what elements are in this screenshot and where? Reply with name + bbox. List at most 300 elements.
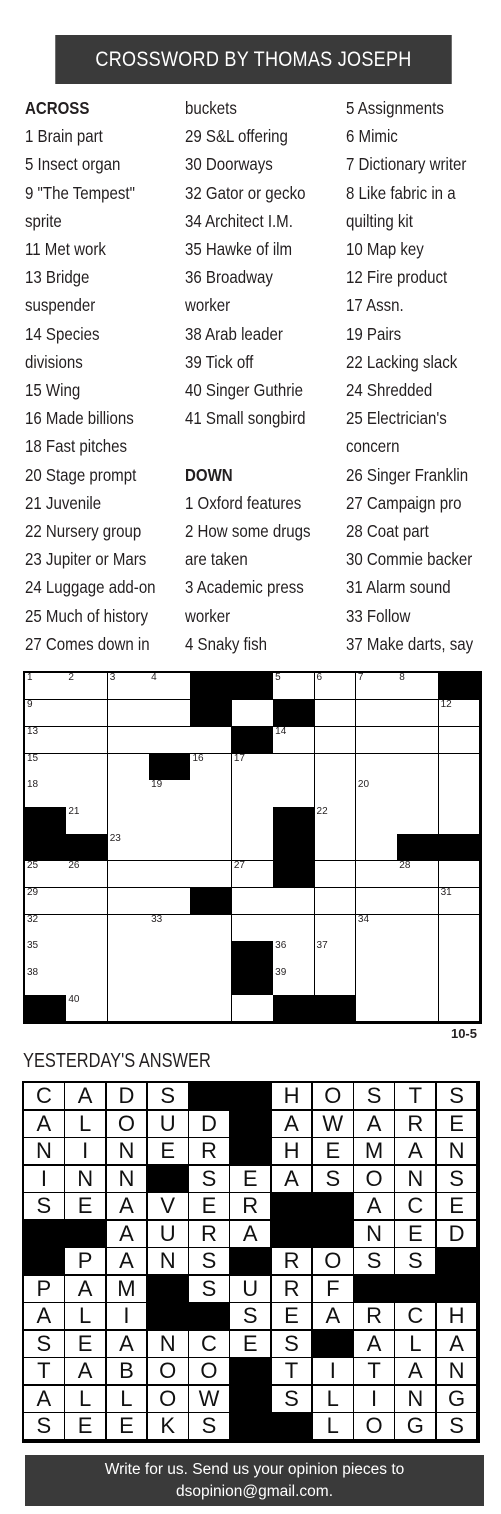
clue-line: 25 Electrician's bbox=[346, 408, 447, 429]
answer-letter: O bbox=[313, 1248, 355, 1276]
answer-black-square bbox=[272, 1193, 314, 1221]
answer-letter: S bbox=[230, 1303, 272, 1331]
answer-letter: F bbox=[313, 1276, 355, 1304]
footer-banner bbox=[25, 1455, 484, 1506]
clue-line bbox=[185, 432, 310, 460]
clue-number: 15 bbox=[27, 752, 39, 764]
clue-number: 1 bbox=[27, 672, 33, 683]
grid-cell[interactable] bbox=[439, 807, 481, 834]
date-code: 10-5 bbox=[450, 1026, 477, 1041]
grid-cell[interactable] bbox=[108, 700, 150, 727]
answer-letter: I bbox=[65, 1138, 107, 1166]
answer-letter: A bbox=[24, 1303, 66, 1331]
clue-number: 25 bbox=[27, 859, 39, 871]
grid-cell[interactable] bbox=[315, 834, 357, 861]
answer-letter: E bbox=[65, 1193, 107, 1221]
grid-cell[interactable] bbox=[397, 861, 439, 888]
grid-cell[interactable] bbox=[25, 941, 67, 968]
black-square bbox=[66, 834, 108, 861]
answer-letter: C bbox=[395, 1303, 437, 1331]
grid-cell[interactable] bbox=[66, 915, 108, 942]
grid-cell[interactable] bbox=[25, 968, 67, 995]
grid-cell[interactable] bbox=[232, 700, 274, 727]
answer-letter: L bbox=[65, 1303, 107, 1331]
clue-number: 33 bbox=[151, 913, 163, 925]
answer-letter: E bbox=[189, 1193, 231, 1221]
clue-line: 24 Luggage add-on bbox=[25, 577, 156, 598]
clue-line: 31 Alarm sound bbox=[346, 577, 451, 598]
clue-line: 30 Doorways bbox=[185, 154, 273, 175]
answer-black-square bbox=[437, 1276, 479, 1304]
grid-cell[interactable] bbox=[149, 727, 191, 754]
grid-cell[interactable] bbox=[356, 968, 398, 995]
clue-number: 17 bbox=[233, 752, 245, 764]
answer-letter: S bbox=[437, 1083, 479, 1111]
grid-cell[interactable] bbox=[356, 941, 398, 968]
grid-cell[interactable] bbox=[232, 807, 274, 834]
black-square bbox=[190, 888, 232, 915]
answer-letter: N bbox=[148, 1248, 190, 1276]
clue-number: 32 bbox=[27, 913, 39, 925]
clue-line: 13 Bridge bbox=[25, 267, 90, 288]
answer-title: YESTERDAY'S ANSWER bbox=[23, 1050, 211, 1072]
answer-letter: A bbox=[272, 1111, 314, 1139]
answer-letter: M bbox=[354, 1138, 396, 1166]
grid-cell[interactable] bbox=[66, 780, 108, 807]
grid-cell[interactable] bbox=[315, 807, 357, 834]
answer-letter: N bbox=[107, 1138, 149, 1166]
answer-letter: L bbox=[65, 1111, 107, 1139]
clue-line: 15 Wing bbox=[25, 380, 81, 401]
clue-line: 4 Snaky fish bbox=[185, 633, 267, 654]
clue-line: 32 Gator or gecko bbox=[185, 182, 306, 203]
clue-number: 18 bbox=[27, 779, 39, 791]
answer-letter: E bbox=[230, 1166, 272, 1194]
answer-letter: L bbox=[107, 1386, 149, 1414]
grid-cell[interactable] bbox=[108, 941, 150, 968]
grid-cell[interactable] bbox=[356, 995, 398, 1022]
grid-cell[interactable] bbox=[232, 834, 274, 861]
answer-letter: O bbox=[354, 1166, 396, 1194]
crossword-title: CROSSWORD BY THOMAS JOSEPH bbox=[95, 47, 412, 71]
answer-letter: N bbox=[395, 1166, 437, 1194]
clue-line: 11 Met work bbox=[25, 239, 106, 260]
grid-cell[interactable] bbox=[439, 861, 481, 888]
grid-cell[interactable] bbox=[397, 807, 439, 834]
grid-cell[interactable] bbox=[356, 888, 398, 915]
clue-line: 26 Singer Franklin bbox=[346, 464, 469, 485]
answer-letter: E bbox=[395, 1221, 437, 1249]
answer-black-square bbox=[313, 1193, 355, 1221]
across-heading: ACROSS bbox=[25, 98, 90, 118]
clue-number: 9 bbox=[27, 698, 33, 710]
clue-line: 8 Like fabric in a bbox=[346, 182, 456, 203]
answer-letter: A bbox=[395, 1358, 437, 1386]
grid-cell[interactable] bbox=[25, 861, 67, 888]
grid-cell[interactable] bbox=[108, 834, 150, 861]
black-square bbox=[273, 995, 315, 1022]
grid-cell[interactable] bbox=[108, 673, 150, 700]
crossword-grid bbox=[23, 671, 482, 1024]
grid-cell[interactable] bbox=[439, 727, 481, 754]
grid-cell[interactable] bbox=[190, 968, 232, 995]
grid-cell[interactable] bbox=[356, 727, 398, 754]
grid-cell[interactable] bbox=[149, 915, 191, 942]
grid-cell[interactable] bbox=[66, 700, 108, 727]
grid-cell[interactable] bbox=[273, 673, 315, 700]
clue-line: 5 Insect organ bbox=[25, 154, 121, 175]
answer-letter: S bbox=[354, 1248, 396, 1276]
answer-letter: L bbox=[65, 1386, 107, 1414]
grid-cell[interactable] bbox=[273, 780, 315, 807]
grid-cell[interactable] bbox=[439, 941, 481, 968]
grid-cell[interactable] bbox=[108, 727, 150, 754]
grid-cell[interactable] bbox=[273, 915, 315, 942]
clue-number: 26 bbox=[68, 859, 80, 871]
grid-cell[interactable] bbox=[397, 700, 439, 727]
grid-cell[interactable] bbox=[356, 700, 398, 727]
grid-cell[interactable] bbox=[149, 834, 191, 861]
clue-line: 9 "The Tempest" bbox=[25, 182, 135, 203]
answer-letter: S bbox=[189, 1413, 231, 1441]
grid-cell[interactable] bbox=[273, 941, 315, 968]
answer-letter: A bbox=[313, 1303, 355, 1331]
answer-letter: A bbox=[437, 1331, 479, 1359]
answer-letter: N bbox=[65, 1166, 107, 1194]
black-square bbox=[232, 673, 274, 700]
grid-cell[interactable] bbox=[190, 807, 232, 834]
grid-cell[interactable] bbox=[190, 941, 232, 968]
answer-letter: A bbox=[65, 1276, 107, 1304]
answer-letter: O bbox=[148, 1386, 190, 1414]
grid-cell[interactable] bbox=[439, 915, 481, 942]
answer-letter: D bbox=[189, 1111, 231, 1139]
answer-letter: S bbox=[24, 1413, 66, 1441]
clue-line: 5 Assignments bbox=[346, 98, 444, 118]
clue-line: 22 Nursery group bbox=[25, 521, 142, 542]
answer-black-square bbox=[230, 1386, 272, 1414]
answer-letter: I bbox=[354, 1386, 396, 1414]
grid-cell[interactable] bbox=[108, 915, 150, 942]
clue-line: 38 Arab leader bbox=[185, 323, 283, 344]
answer-black-square bbox=[189, 1083, 231, 1111]
crossword-grid-area bbox=[23, 671, 482, 1024]
clue-number: 3 bbox=[109, 672, 116, 683]
grid-cell[interactable] bbox=[315, 754, 357, 781]
answer-letter: H bbox=[437, 1303, 479, 1331]
answer-letter: A bbox=[272, 1166, 314, 1194]
grid-cell[interactable] bbox=[149, 861, 191, 888]
grid-cell[interactable] bbox=[108, 995, 150, 1022]
answer-letter: T bbox=[272, 1358, 314, 1386]
clue-number: 5 bbox=[275, 672, 281, 683]
black-square bbox=[190, 673, 232, 700]
answer-letter: S bbox=[313, 1166, 355, 1194]
grid-cell[interactable] bbox=[397, 968, 439, 995]
black-square bbox=[439, 673, 481, 700]
clue-line: 21 Juvenile bbox=[25, 492, 102, 513]
answer-black-square bbox=[24, 1221, 66, 1249]
clue-number: 16 bbox=[192, 752, 204, 764]
grid-cell[interactable] bbox=[315, 727, 357, 754]
grid-cell[interactable] bbox=[397, 995, 439, 1022]
clue-number: 4 bbox=[151, 672, 157, 683]
clue-line: 18 Fast pitches bbox=[25, 436, 128, 457]
grid-cell[interactable] bbox=[66, 673, 108, 700]
answer-letter: S bbox=[437, 1166, 479, 1194]
clue-number: 28 bbox=[399, 859, 411, 871]
answer-letter: A bbox=[395, 1138, 437, 1166]
black-square bbox=[232, 968, 274, 995]
grid-cell[interactable] bbox=[108, 780, 150, 807]
grid-cell[interactable] bbox=[25, 673, 67, 700]
black-square bbox=[149, 754, 191, 781]
clue-column-1 bbox=[25, 94, 177, 658]
clue-number: 37 bbox=[316, 940, 328, 952]
answer-letter: E bbox=[107, 1413, 149, 1441]
clue-number: 27 bbox=[233, 859, 245, 871]
grid-cell[interactable] bbox=[356, 807, 398, 834]
clue-line: 1 Oxford features bbox=[185, 492, 302, 513]
grid-cell[interactable] bbox=[439, 780, 481, 807]
grid-cell[interactable] bbox=[66, 888, 108, 915]
grid-cell[interactable] bbox=[397, 888, 439, 915]
answer-black-square bbox=[313, 1331, 355, 1359]
grid-cell[interactable] bbox=[108, 888, 150, 915]
grid-cell[interactable] bbox=[356, 861, 398, 888]
black-square bbox=[273, 861, 315, 888]
answer-black-square bbox=[230, 1248, 272, 1276]
black-square bbox=[273, 807, 315, 834]
grid-cell[interactable] bbox=[397, 673, 439, 700]
grid-cell[interactable] bbox=[149, 995, 191, 1022]
grid-cell[interactable] bbox=[397, 941, 439, 968]
answer-letter: A bbox=[107, 1193, 149, 1221]
grid-cell[interactable] bbox=[315, 861, 357, 888]
answer-letter: S bbox=[189, 1166, 231, 1194]
black-square bbox=[190, 700, 232, 727]
grid-cell[interactable] bbox=[149, 968, 191, 995]
answer-letter: A bbox=[354, 1193, 396, 1221]
clue-number: 39 bbox=[275, 967, 287, 979]
grid-cell[interactable] bbox=[66, 968, 108, 995]
black-square bbox=[232, 941, 274, 968]
answer-letter: A bbox=[24, 1386, 66, 1414]
grid-cell[interactable] bbox=[190, 861, 232, 888]
grid-cell[interactable] bbox=[66, 754, 108, 781]
grid-cell[interactable] bbox=[315, 941, 357, 968]
grid-cell[interactable] bbox=[108, 754, 150, 781]
grid-cell[interactable] bbox=[315, 673, 357, 700]
clue-number: 13 bbox=[27, 725, 39, 737]
grid-cell[interactable] bbox=[397, 915, 439, 942]
crossword-title-banner bbox=[55, 35, 451, 84]
grid-cell[interactable] bbox=[273, 727, 315, 754]
answer-letter: A bbox=[107, 1248, 149, 1276]
grid-cell[interactable] bbox=[356, 673, 398, 700]
grid-cell[interactable] bbox=[149, 807, 191, 834]
grid-cell[interactable] bbox=[190, 915, 232, 942]
clue-line: 39 Tick off bbox=[185, 351, 254, 372]
grid-cell[interactable] bbox=[108, 807, 150, 834]
grid-cell[interactable] bbox=[315, 968, 357, 995]
grid-cell[interactable] bbox=[273, 754, 315, 781]
answer-black-square bbox=[230, 1358, 272, 1386]
answer-letter: W bbox=[313, 1111, 355, 1139]
grid-cell[interactable] bbox=[190, 780, 232, 807]
answer-letter: V bbox=[148, 1193, 190, 1221]
answer-letter: T bbox=[354, 1358, 396, 1386]
grid-cell[interactable] bbox=[66, 995, 108, 1022]
grid-cell[interactable] bbox=[190, 727, 232, 754]
grid-cell[interactable] bbox=[25, 915, 67, 942]
grid-cell[interactable] bbox=[273, 968, 315, 995]
clue-column-3 bbox=[346, 94, 494, 658]
answer-letter: A bbox=[354, 1331, 396, 1359]
answer-black-square bbox=[272, 1221, 314, 1249]
clue-line: 40 Singer Guthrie bbox=[185, 380, 303, 401]
clue-line: 36 Broadway bbox=[185, 267, 273, 288]
answer-letter: N bbox=[437, 1358, 479, 1386]
grid-cell[interactable] bbox=[439, 968, 481, 995]
grid-cell[interactable] bbox=[439, 754, 481, 781]
clue-number: 22 bbox=[316, 806, 328, 818]
answer-black-square bbox=[230, 1111, 272, 1139]
answer-letter: E bbox=[437, 1193, 479, 1221]
grid-cell[interactable] bbox=[315, 888, 357, 915]
clue-line: divisions bbox=[25, 351, 83, 372]
grid-cell[interactable] bbox=[25, 754, 67, 781]
answer-letter: I bbox=[107, 1303, 149, 1331]
answer-letter: U bbox=[148, 1111, 190, 1139]
answer-letter: R bbox=[189, 1221, 231, 1249]
grid-cell[interactable] bbox=[149, 700, 191, 727]
grid-cell[interactable] bbox=[25, 780, 67, 807]
answer-black-square bbox=[395, 1276, 437, 1304]
grid-cell[interactable] bbox=[190, 995, 232, 1022]
grid-cell[interactable] bbox=[232, 780, 274, 807]
grid-cell[interactable] bbox=[190, 754, 232, 781]
black-square bbox=[25, 995, 67, 1022]
grid-cell[interactable] bbox=[315, 780, 357, 807]
answer-letter: C bbox=[395, 1193, 437, 1221]
clue-line: 14 Species bbox=[25, 323, 100, 344]
grid-cell[interactable] bbox=[149, 888, 191, 915]
answer-letter: L bbox=[313, 1413, 355, 1441]
grid-cell[interactable] bbox=[439, 888, 481, 915]
answer-letter: U bbox=[148, 1221, 190, 1249]
clue-number: 34 bbox=[357, 913, 370, 925]
answer-black-square bbox=[230, 1138, 272, 1166]
clue-number: 35 bbox=[27, 940, 39, 952]
answer-letter: L bbox=[313, 1386, 355, 1414]
grid-cell[interactable] bbox=[66, 807, 108, 834]
answer-black-square bbox=[230, 1083, 272, 1111]
clue-line: worker bbox=[185, 295, 231, 316]
answer-letter: G bbox=[437, 1386, 479, 1414]
grid-cell[interactable] bbox=[149, 941, 191, 968]
grid-cell[interactable] bbox=[397, 780, 439, 807]
grid-cell[interactable] bbox=[190, 834, 232, 861]
clue-line: 19 Pairs bbox=[346, 323, 402, 344]
answer-letter: R bbox=[189, 1138, 231, 1166]
answer-letter: R bbox=[272, 1276, 314, 1304]
grid-cell[interactable] bbox=[397, 754, 439, 781]
grid-cell[interactable] bbox=[66, 861, 108, 888]
clue-line: 27 Campaign pro bbox=[346, 492, 462, 513]
grid-cell[interactable] bbox=[356, 754, 398, 781]
answer-letter: M bbox=[107, 1276, 149, 1304]
answer-letter: K bbox=[148, 1413, 190, 1441]
grid-cell[interactable] bbox=[439, 995, 481, 1022]
answer-letter: E bbox=[148, 1138, 190, 1166]
black-square bbox=[439, 834, 481, 861]
answer-black-square bbox=[437, 1248, 479, 1276]
grid-cell[interactable] bbox=[356, 915, 398, 942]
grid-cell[interactable] bbox=[108, 968, 150, 995]
clue-line: quilting kit bbox=[346, 210, 413, 231]
answer-black-square bbox=[230, 1413, 272, 1441]
grid-cell[interactable] bbox=[439, 700, 481, 727]
grid-cell[interactable] bbox=[273, 888, 315, 915]
clue-number: 21 bbox=[68, 806, 80, 818]
grid-cell[interactable] bbox=[356, 834, 398, 861]
grid-cell[interactable] bbox=[149, 780, 191, 807]
grid-cell[interactable] bbox=[315, 700, 357, 727]
grid-cell[interactable] bbox=[397, 727, 439, 754]
answer-letter: R bbox=[395, 1111, 437, 1139]
clue-line: are taken bbox=[185, 549, 248, 570]
clue-number: 6 bbox=[316, 672, 323, 683]
grid-cell[interactable] bbox=[25, 727, 67, 754]
grid-cell[interactable] bbox=[149, 673, 191, 700]
grid-cell[interactable] bbox=[232, 754, 274, 781]
answer-letter: S bbox=[437, 1413, 479, 1441]
answer-letter: U bbox=[230, 1276, 272, 1304]
answer-letter: D bbox=[107, 1083, 149, 1111]
answer-letter: I bbox=[24, 1166, 66, 1194]
answer-letter: S bbox=[272, 1386, 314, 1414]
grid-cell[interactable] bbox=[232, 915, 274, 942]
grid-cell[interactable] bbox=[232, 995, 274, 1022]
answer-letter: E bbox=[313, 1138, 355, 1166]
clue-line: 29 S&L offering bbox=[185, 126, 288, 147]
answer-letter: A bbox=[65, 1358, 107, 1386]
clue-line: 3 Academic press bbox=[185, 577, 304, 598]
answer-letter: B bbox=[107, 1358, 149, 1386]
footer-email: dsopinion@gmail.com. bbox=[175, 1483, 334, 1500]
grid-cell[interactable] bbox=[232, 861, 274, 888]
clue-line: 1 Brain part bbox=[25, 126, 103, 147]
grid-cell[interactable] bbox=[315, 915, 357, 942]
clue-line: buckets bbox=[185, 98, 237, 118]
clue-number: 12 bbox=[440, 698, 452, 710]
grid-cell[interactable] bbox=[66, 941, 108, 968]
clue-line: 30 Commie backer bbox=[346, 549, 473, 570]
answer-letter: T bbox=[24, 1358, 66, 1386]
grid-cell[interactable] bbox=[66, 727, 108, 754]
grid-cell[interactable] bbox=[25, 700, 67, 727]
grid-cell[interactable] bbox=[25, 888, 67, 915]
grid-cell[interactable] bbox=[232, 888, 274, 915]
grid-cell[interactable] bbox=[356, 780, 398, 807]
answer-black-square bbox=[272, 1413, 314, 1441]
clue-line: 20 Stage prompt bbox=[25, 464, 137, 485]
answer-letter: N bbox=[437, 1138, 479, 1166]
answer-letter: O bbox=[313, 1083, 355, 1111]
clue-line: sprite bbox=[25, 210, 62, 231]
grid-cell[interactable] bbox=[108, 861, 150, 888]
